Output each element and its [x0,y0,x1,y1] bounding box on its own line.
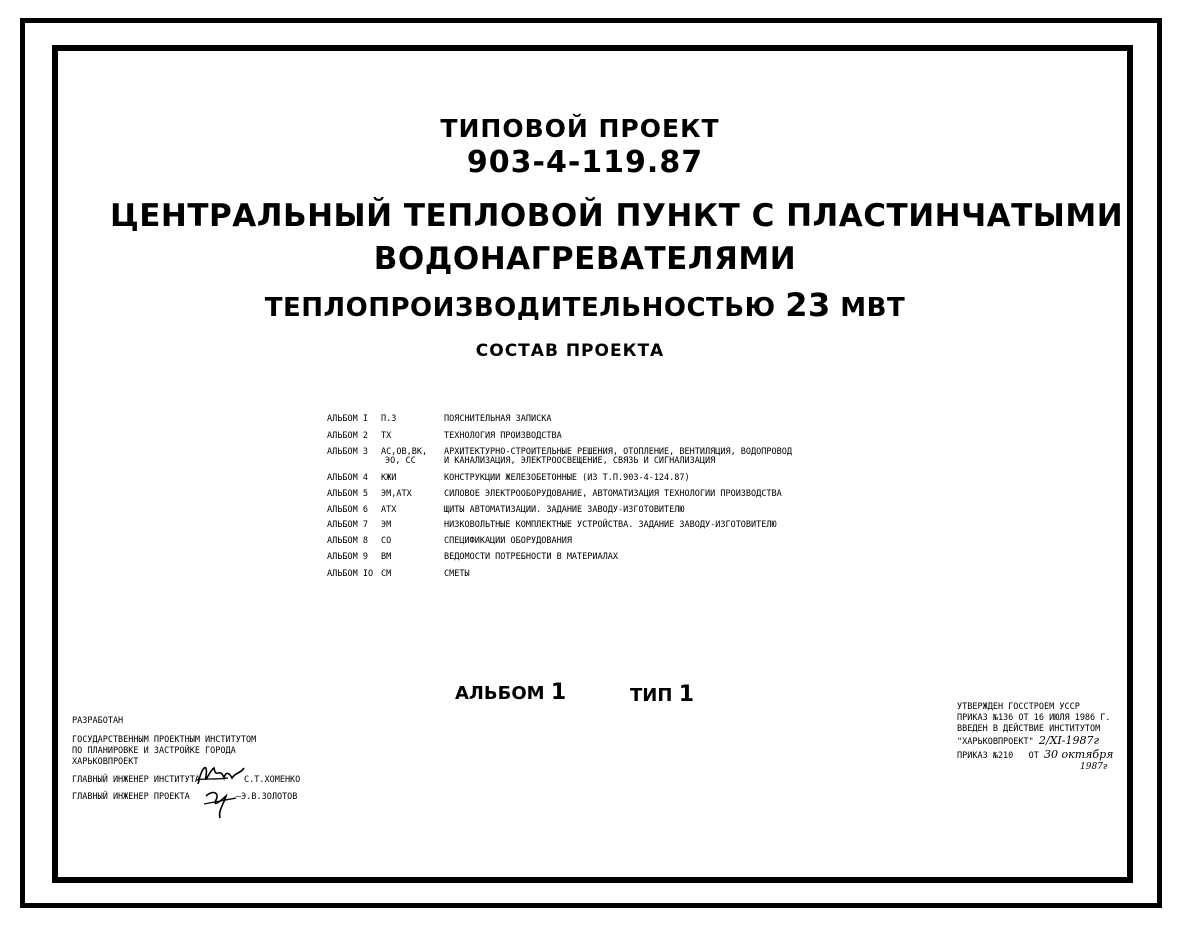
approval-line-4-prefix: "ХАРЬКОВПРОЕКТ" [957,737,1034,747]
album-row-description-line: ВЕДОМОСТИ ПОТРЕБНОСТИ В МАТЕРИАЛАХ [444,552,618,562]
album-row-album: АЛЬБОМ I [327,414,368,424]
developer-line-2: ПО ПЛАНИРОВКЕ И ЗАСТРОЙКЕ ГОРОДА [72,746,236,756]
album-row-description [444,521,804,530]
chief-engineer-project-name-text: Э.В.ЗОЛОТОВ [241,792,298,802]
album-row-description [444,448,804,466]
approval-order-from: ОТ [1028,751,1039,761]
capacity-unit: МВТ [840,293,906,323]
album-row-code-line: АС,ОВ,ВК, [381,447,428,457]
album-row-code [381,506,441,515]
album-row-code-line: КЖИ [381,473,397,483]
album-row-description [444,432,804,441]
album-row-code [381,415,441,424]
album-row-album: АЛЬБОМ 8 [327,536,368,546]
chief-engineer-project-name: —Э.В.ЗОЛОТОВ [236,792,298,802]
album-row-code [381,474,441,483]
album-row-description-line: СПЕЦИФИКАЦИИ ОБОРУДОВАНИЯ [444,536,572,546]
album-row-code-line: П.З [381,414,397,424]
album-row-description [444,490,804,499]
album-row-description [444,415,804,424]
album-row-description-line: СИЛОВОЕ ЭЛЕКТРООБОРУДОВАНИЕ, АВТОМАТИЗАЦИЯ ТЕХНОЛОГИИ ПРОИЗВОДСТВА [444,489,782,499]
album-row-album: АЛЬБОМ 2 [327,431,368,441]
approval-date-handwritten: 2/XI-1987г [1038,734,1100,747]
album-row-description-line: КОНСТРУКЦИИ ЖЕЛЕЗОБЕТОННЫЕ (ИЗ Т.П.903-4-124.87) [444,473,690,483]
album-row-code [381,448,441,466]
capacity-value: 23 [785,286,831,324]
album-row-code [381,490,441,499]
approval-line-4 [957,735,1099,748]
album-row-description-line: НИЗКОВОЛЬТНЫЕ КОМПЛЕКТНЫЕ УСТРОЙСТВА. ЗАДАНИЕ ЗАВОДУ-ИЗГОТОВИТЕЛЮ [444,520,777,530]
album-row-description [444,537,804,546]
album-row-code [381,570,441,579]
approval-order-date-handwritten: 30 октября [1044,748,1114,761]
album-row-album: АЛЬБОМ 5 [327,489,368,499]
approval-line-5 [957,749,1113,762]
album-row-album: АЛЬБОМ 6 [327,505,368,515]
type-label: ТИП [630,685,673,706]
developer-heading: РАЗРАБОТАН [72,716,124,726]
album-row-album: АЛЬБОМ 7 [327,520,368,530]
album-row-album: АЛЬБОМ 3 [327,447,368,457]
album-row-album: АЛЬБОМ 9 [327,552,368,562]
album-row-code-line: ТХ [381,431,392,441]
album-indicator [455,680,566,705]
album-row-description [444,506,804,515]
album-row-description [444,553,804,562]
album-row-code [381,537,441,546]
album-row-code-line: СО [381,536,392,546]
chief-engineer-institute-label: ГЛАВНЫЙ ИНЖЕНЕР ИНСТИТУТА [72,775,200,785]
signature-zolotov [200,786,240,820]
chief-engineer-project-label: ГЛАВНЫЙ ИНЖЕНЕР ПРОЕКТА [72,792,190,802]
album-row-description [444,570,804,579]
album-row-album: АЛЬБОМ 4 [327,473,368,483]
album-row-description-line: АРХИТЕКТУРНО-СТРОИТЕЛЬНЫЕ РЕШЕНИЯ, ОТОПЛЕНИЕ, ВЕНТИЛЯЦИЯ, ВОДОПРОВОД [444,447,792,457]
project-number: 903-4-119.87 [466,145,704,180]
album-row-description-line: СМЕТЫ [444,569,470,579]
type-indicator [630,682,694,707]
approval-line-2: ПРИКАЗ №136 ОТ 16 ИЮЛЯ 1986 Г. [957,713,1111,723]
album-row-code [381,432,441,441]
album-number: 1 [550,680,567,705]
title-line-1: ЦЕНТРАЛЬНЫЙ ТЕПЛОВОЙ ПУНКТ С ПЛАСТИНЧАТЫМИ [110,198,1124,234]
approval-order-number: ПРИКАЗ №210 [957,751,1014,761]
approval-line-3: ВВЕДЕН В ДЕЙСТВИЕ ИНСТИТУТОМ [957,724,1101,734]
album-row-code-line: СМ [381,569,392,579]
album-row-code [381,521,441,530]
album-row-description-line: ЩИТЫ АВТОМАТИЗАЦИИ. ЗАДАНИЕ ЗАВОДУ-ИЗГОТОВИТЕЛЮ [444,505,685,515]
capacity-prefix: ТЕПЛОПРОИЗВОДИТЕЛЬНОСТЬЮ [264,293,776,323]
title-line-2: ВОДОНАГРЕВАТЕЛЯМИ [373,241,797,277]
album-row-description-line-2: И КАНАЛИЗАЦИЯ, ЭЛЕКТРООСВЕЩЕНИЕ, СВЯЗЬ И СИГНАЛИЗАЦИЯ [444,456,716,466]
album-label: АЛЬБОМ [455,683,545,704]
album-row-code-line: ЭМ [381,520,392,530]
project-label: ТИПОВОЙ ПРОЕКТ [440,114,720,143]
approval-line-1: УТВЕРЖДЕН ГОССТРОЕМ УССР [957,702,1080,712]
chief-engineer-institute-name: С.Т.ХОМЕНКО [244,775,301,785]
album-row-description-line: ТЕХНОЛОГИЯ ПРОИЗВОДСТВА [444,431,562,441]
album-row-album: АЛЬБОМ IO [327,569,374,579]
developer-line-1: ГОСУДАРСТВЕННЫМ ПРОЕКТНЫМ ИНСТИТУТОМ [72,735,257,745]
developer-line-3: ХАРЬКОВПРОЕКТ [72,757,139,767]
album-row-code-line: ЭМ,АТХ [381,489,412,499]
album-row-code-line: АТХ [381,505,397,515]
album-row-code-line: ВМ [381,552,392,562]
approval-year-handwritten: 1987г [1080,762,1108,772]
album-row-description-line: ПОЯСНИТЕЛЬНАЯ ЗАПИСКА [444,414,552,424]
album-row-code [381,553,441,562]
capacity-line [240,286,930,324]
composition-title: СОСТАВ ПРОЕКТА [475,341,665,361]
album-row-description [444,474,804,483]
type-number: 1 [678,682,695,707]
album-row-code-line-2: ЭО, СС [385,456,416,466]
